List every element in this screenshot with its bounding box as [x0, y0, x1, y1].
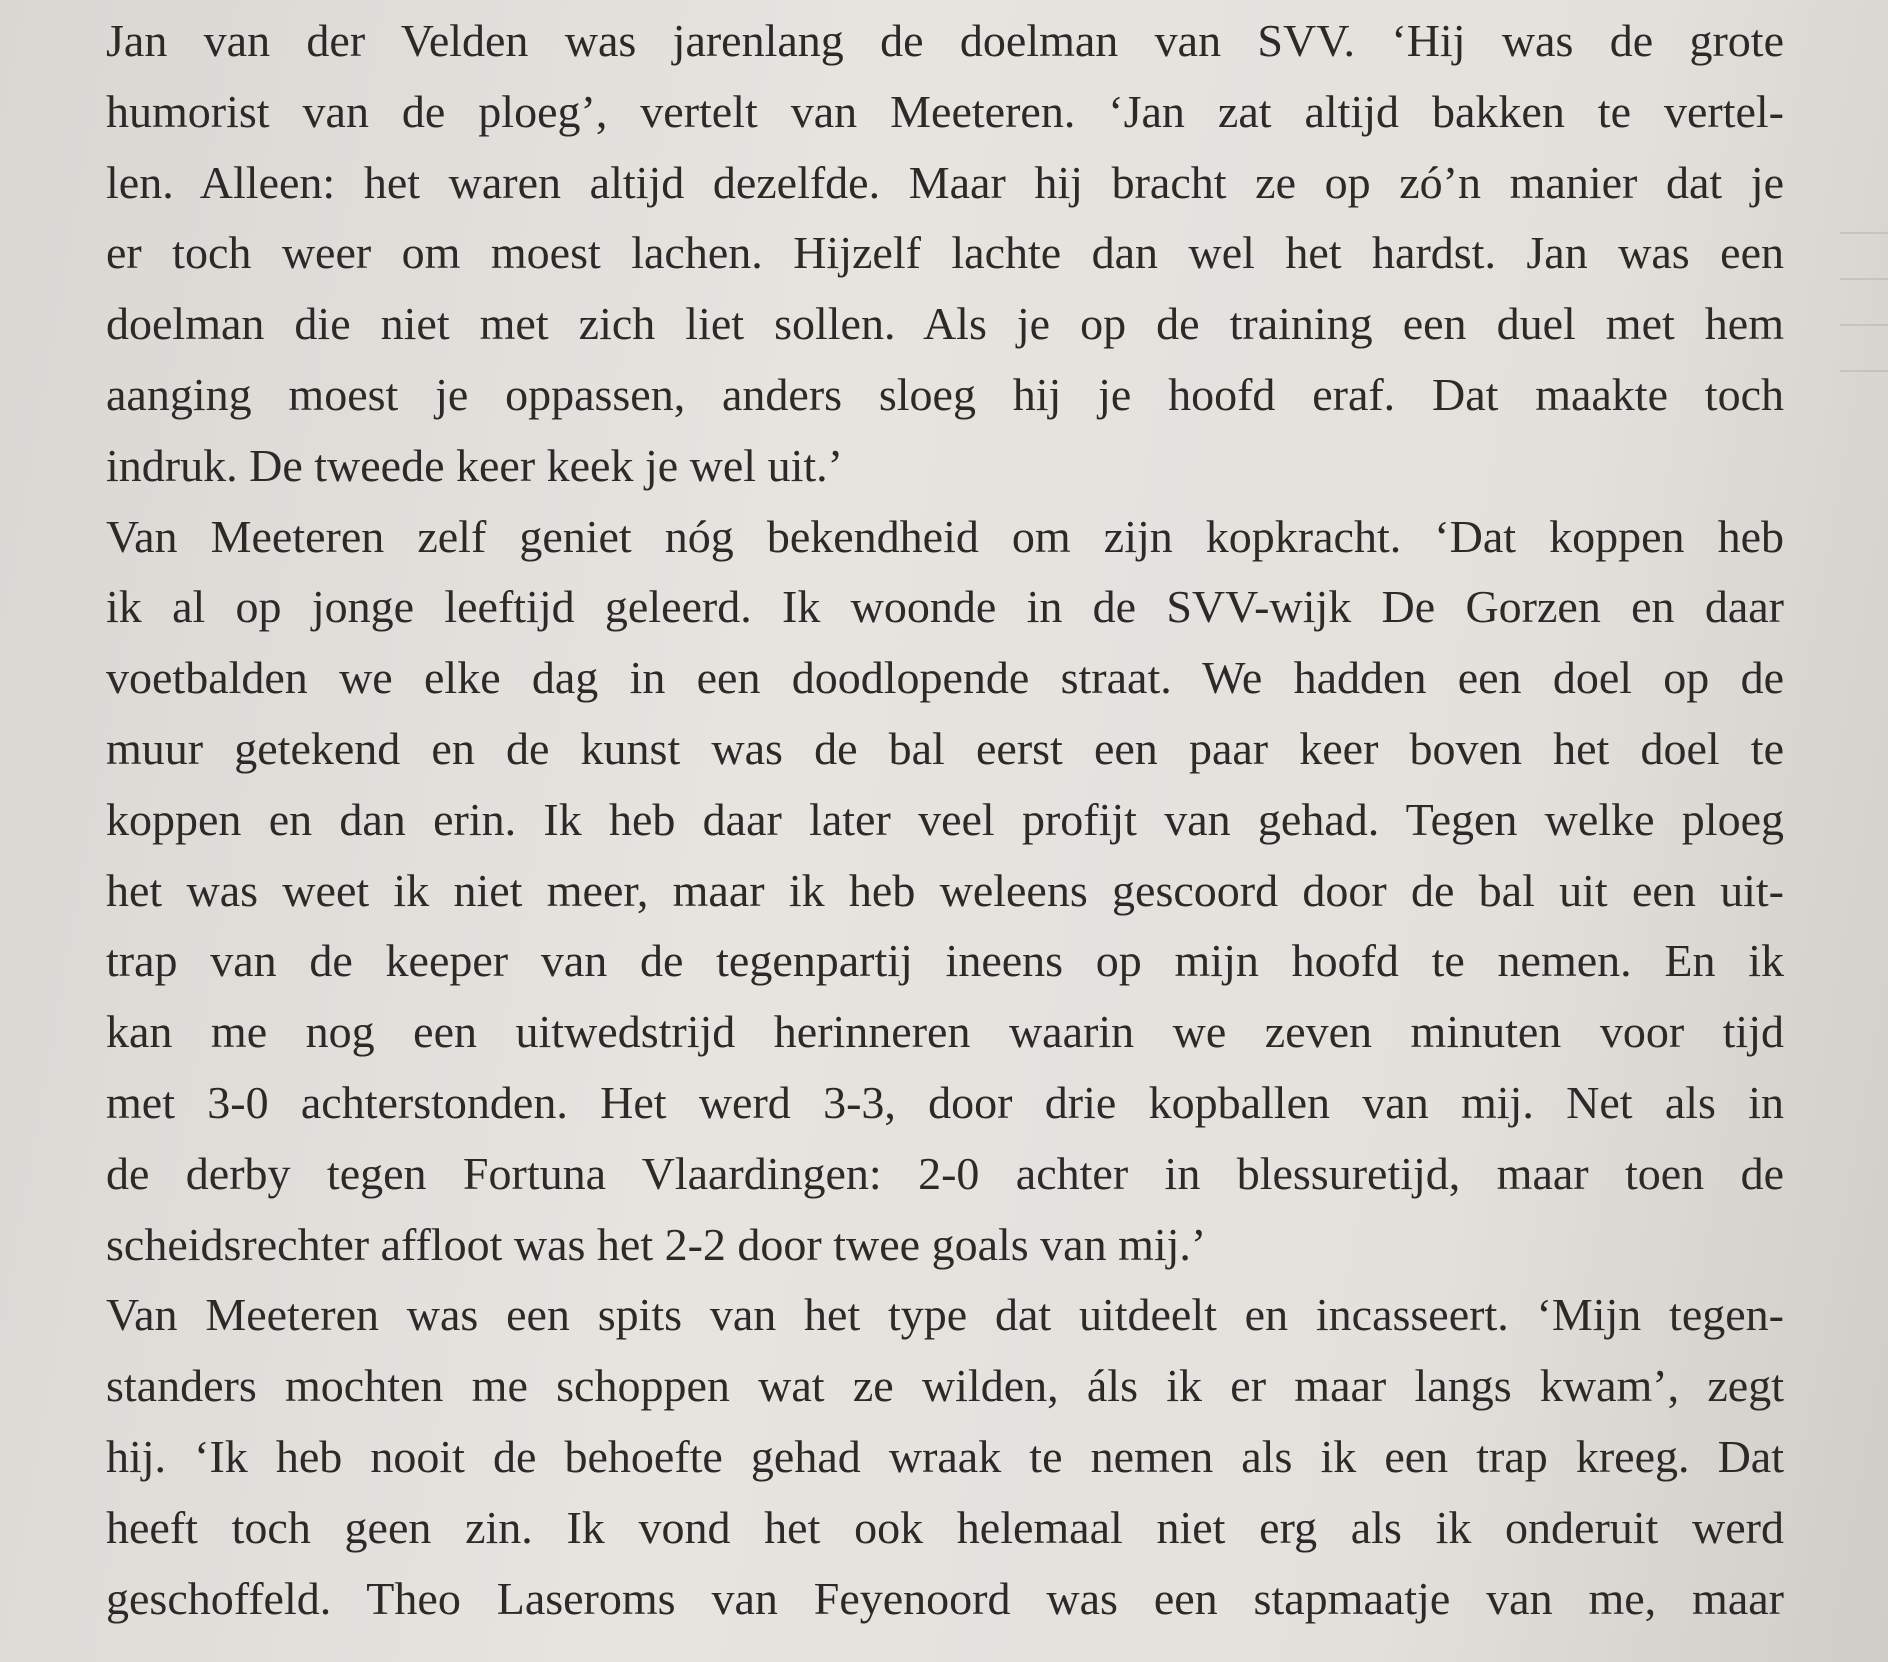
text-line: heeft toch geen zin. Ik vond het ook helemaal niet erg als ik onderuit werd [106, 1501, 1784, 1553]
text-line: standers mochten me schoppen wat ze wilden, áls ik er maar langs kwam’, zegt [106, 1360, 1784, 1412]
body-text [106, 6, 1784, 1634]
text-line: Van Meeteren was een spits van het type dat uitdeelt en incasseert. ‘Mijn tegen- [106, 1289, 1784, 1341]
text-line: ik al op jonge leeftijd geleerd. Ik woonde in de SVV-wijk De Gorzen en daar [106, 581, 1784, 633]
text-line: aanging moest je oppassen, anders sloeg hij je hoofd eraf. Dat maakte toch [106, 368, 1784, 420]
text-line: humorist van de ploeg’, vertelt van Meeteren. ‘Jan zat altijd bakken te vertel- [106, 85, 1784, 137]
text-line: geschoffeld. Theo Laseroms van Feyenoord was een stapmaatje van me, maar [106, 1572, 1784, 1624]
text-line: er toch weer om moest lachen. Hijzelf lachte dan wel het hardst. Jan was een [106, 227, 1784, 279]
text-line: Van Meeteren zelf geniet nóg bekendheid om zijn kopkracht. ‘Dat koppen heb [106, 510, 1784, 562]
bleed-through-shadow [1840, 210, 1888, 400]
text-line: doelman die niet met zich liet sollen. Als je op de training een duel met hem [106, 298, 1784, 350]
text-line: Jan van der Velden was jarenlang de doelman van SVV. ‘Hij was de grote [106, 15, 1784, 66]
text-line: muur getekend en de kunst was de bal eerst een paar keer boven het doel te [106, 722, 1784, 774]
text-line: voetbalden we elke dag in een doodlopende straat. We hadden een doel op de [106, 652, 1784, 704]
text-line: scheidsrechter affloot was het 2-2 door twee goals van mij.’ [106, 1218, 1207, 1270]
text-line: met 3-0 achterstonden. Het werd 3-3, door drie kopballen van mij. Net als in [106, 1076, 1784, 1128]
text-line: het was weet ik niet meer, maar ik heb weleens gescoord door de bal uit een uit- [106, 864, 1784, 916]
text-line: indruk. De tweede keer keek je wel uit.’ [106, 439, 843, 491]
text-line: len. Alleen: het waren altijd dezelfde. Maar hij bracht ze op zó’n manier dat je [106, 156, 1784, 208]
text-line: trap van de keeper van de tegenpartij ineens op mijn hoofd te nemen. En ik [106, 935, 1784, 987]
text-line: de derby tegen Fortuna Vlaardingen: 2-0 achter in blessuretijd, maar toen de [106, 1147, 1784, 1199]
text-line: kan me nog een uitwedstrijd herinneren waarin we zeven minuten voor tijd [106, 1006, 1784, 1058]
text-line: hij. ‘Ik heb nooit de behoefte gehad wraak te nemen als ik een trap kreeg. Dat [106, 1430, 1784, 1482]
text-line: koppen en dan erin. Ik heb daar later veel profijt van gehad. Tegen welke ploeg [106, 793, 1784, 845]
